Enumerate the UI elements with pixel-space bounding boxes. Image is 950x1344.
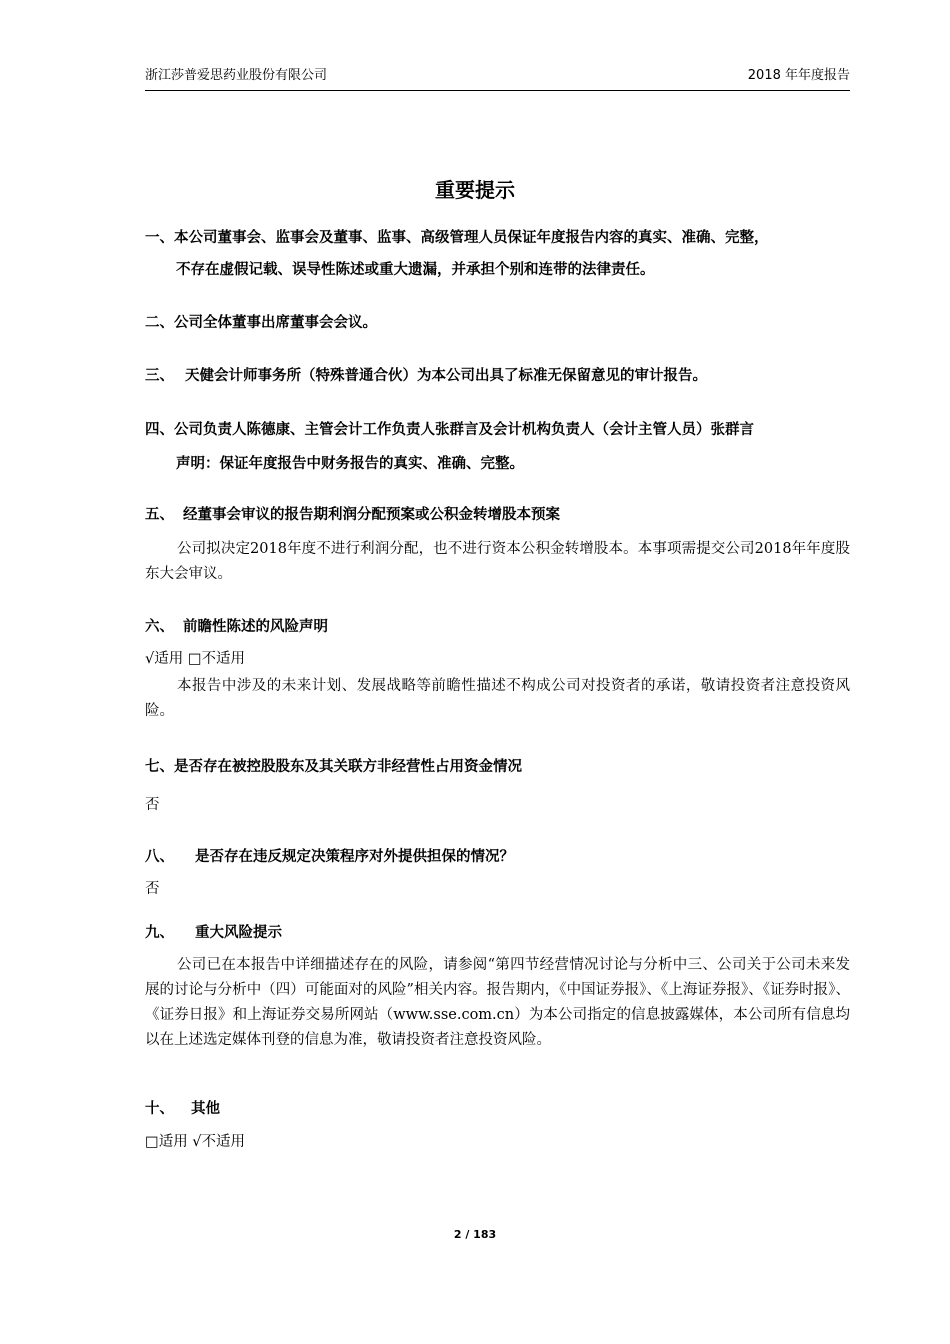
section-5-heading	[145, 505, 560, 525]
section-5-body: 公司拟决定2018年度不进行利润分配，也不进行资本公积金转增股本。本事项需提交公司2018年年度股东大会审议。	[145, 541, 850, 582]
section-10-applicability: □适用 √不适用	[145, 1134, 246, 1150]
section-text: 经董事会审议的报告期利润分配预案或公积金转增股本预案	[183, 507, 560, 523]
section-text: 重大风险提示	[195, 925, 282, 941]
section-7-answer: 否	[145, 797, 160, 813]
section-number: 四、	[145, 422, 174, 438]
section-6-heading	[145, 617, 328, 637]
section-2-heading	[145, 313, 377, 333]
section-8-heading	[145, 847, 514, 867]
section-text: 是否存在被控股股东及其关联方非经营性占用资金情况	[174, 759, 522, 775]
section-9-body: 公司已在本报告中详细描述存在的风险，请参阅“第四节经营情况讨论与分析中三、公司关于公司未来发展的讨论与分析中（四）可能面对的风险”相关内容。报告期内，《中国证券报》、《上海证券报》、《证券时报》、《证券日报》和上海证券交易所网站（www.sse.com.cn）为本公司指定的信息披露媒体，本公司所有信息均以在上述选定媒体刊登的信息为准，敬请投资者注意投资风险。	[145, 957, 850, 1048]
report-name: 2018 年年度报告	[747, 68, 850, 83]
company-name: 浙江莎普爱思药业股份有限公司	[145, 68, 328, 83]
section-4-heading	[145, 420, 754, 440]
section-9-heading	[145, 923, 282, 943]
section-10-heading	[145, 1099, 220, 1119]
section-6-body: 本报告中涉及的未来计划、发展战略等前瞻性描述不构成公司对投资者的承诺，敬请投资者注意投资风险。	[145, 678, 850, 719]
section-7-heading	[145, 757, 522, 777]
section-number: 七、	[145, 759, 174, 775]
section-text: 本公司董事会、监事会及董事、监事、高级管理人员保证年度报告内容的真实、准确、完整，	[174, 230, 769, 246]
section-number: 十、	[145, 1101, 174, 1117]
section-text: 公司负责人陈德康、主管会计工作负责人张群言及会计机构负责人（会计主管人员）张群言	[174, 422, 754, 438]
section-number: 六、	[145, 619, 174, 635]
section-number: 五、	[145, 507, 174, 523]
section-number: 九、	[145, 925, 174, 941]
section-number: 三、	[145, 368, 174, 384]
page-number: 2 / 183	[453, 1228, 497, 1241]
section-8-answer: 否	[145, 881, 160, 897]
section-6-applicability: √适用 □不适用	[145, 651, 246, 667]
page-header	[145, 66, 850, 91]
section-text: 是否存在违反规定决策程序对外提供担保的情况？	[195, 849, 514, 865]
section-text: 天健会计师事务所（特殊普通合伙）为本公司出具了标准无保留意见的审计报告。	[185, 368, 707, 384]
section-1-continuation: 不存在虚假记载、误导性陈述或重大遗漏，并承担个别和连带的法律责任。	[176, 262, 655, 278]
section-4-continuation: 声明：保证年度报告中财务报告的真实、准确、完整。	[176, 456, 524, 472]
page-title: 重要提示	[435, 178, 515, 202]
section-number: 二、	[145, 315, 174, 331]
section-1-heading	[145, 228, 769, 248]
section-3-heading	[145, 366, 707, 386]
section-number: 八、	[145, 849, 174, 865]
section-number: 一、	[145, 230, 174, 246]
section-text: 公司全体董事出席董事会会议。	[174, 315, 377, 331]
section-text: 前瞻性陈述的风险声明	[183, 619, 328, 635]
section-text: 其他	[191, 1101, 220, 1117]
